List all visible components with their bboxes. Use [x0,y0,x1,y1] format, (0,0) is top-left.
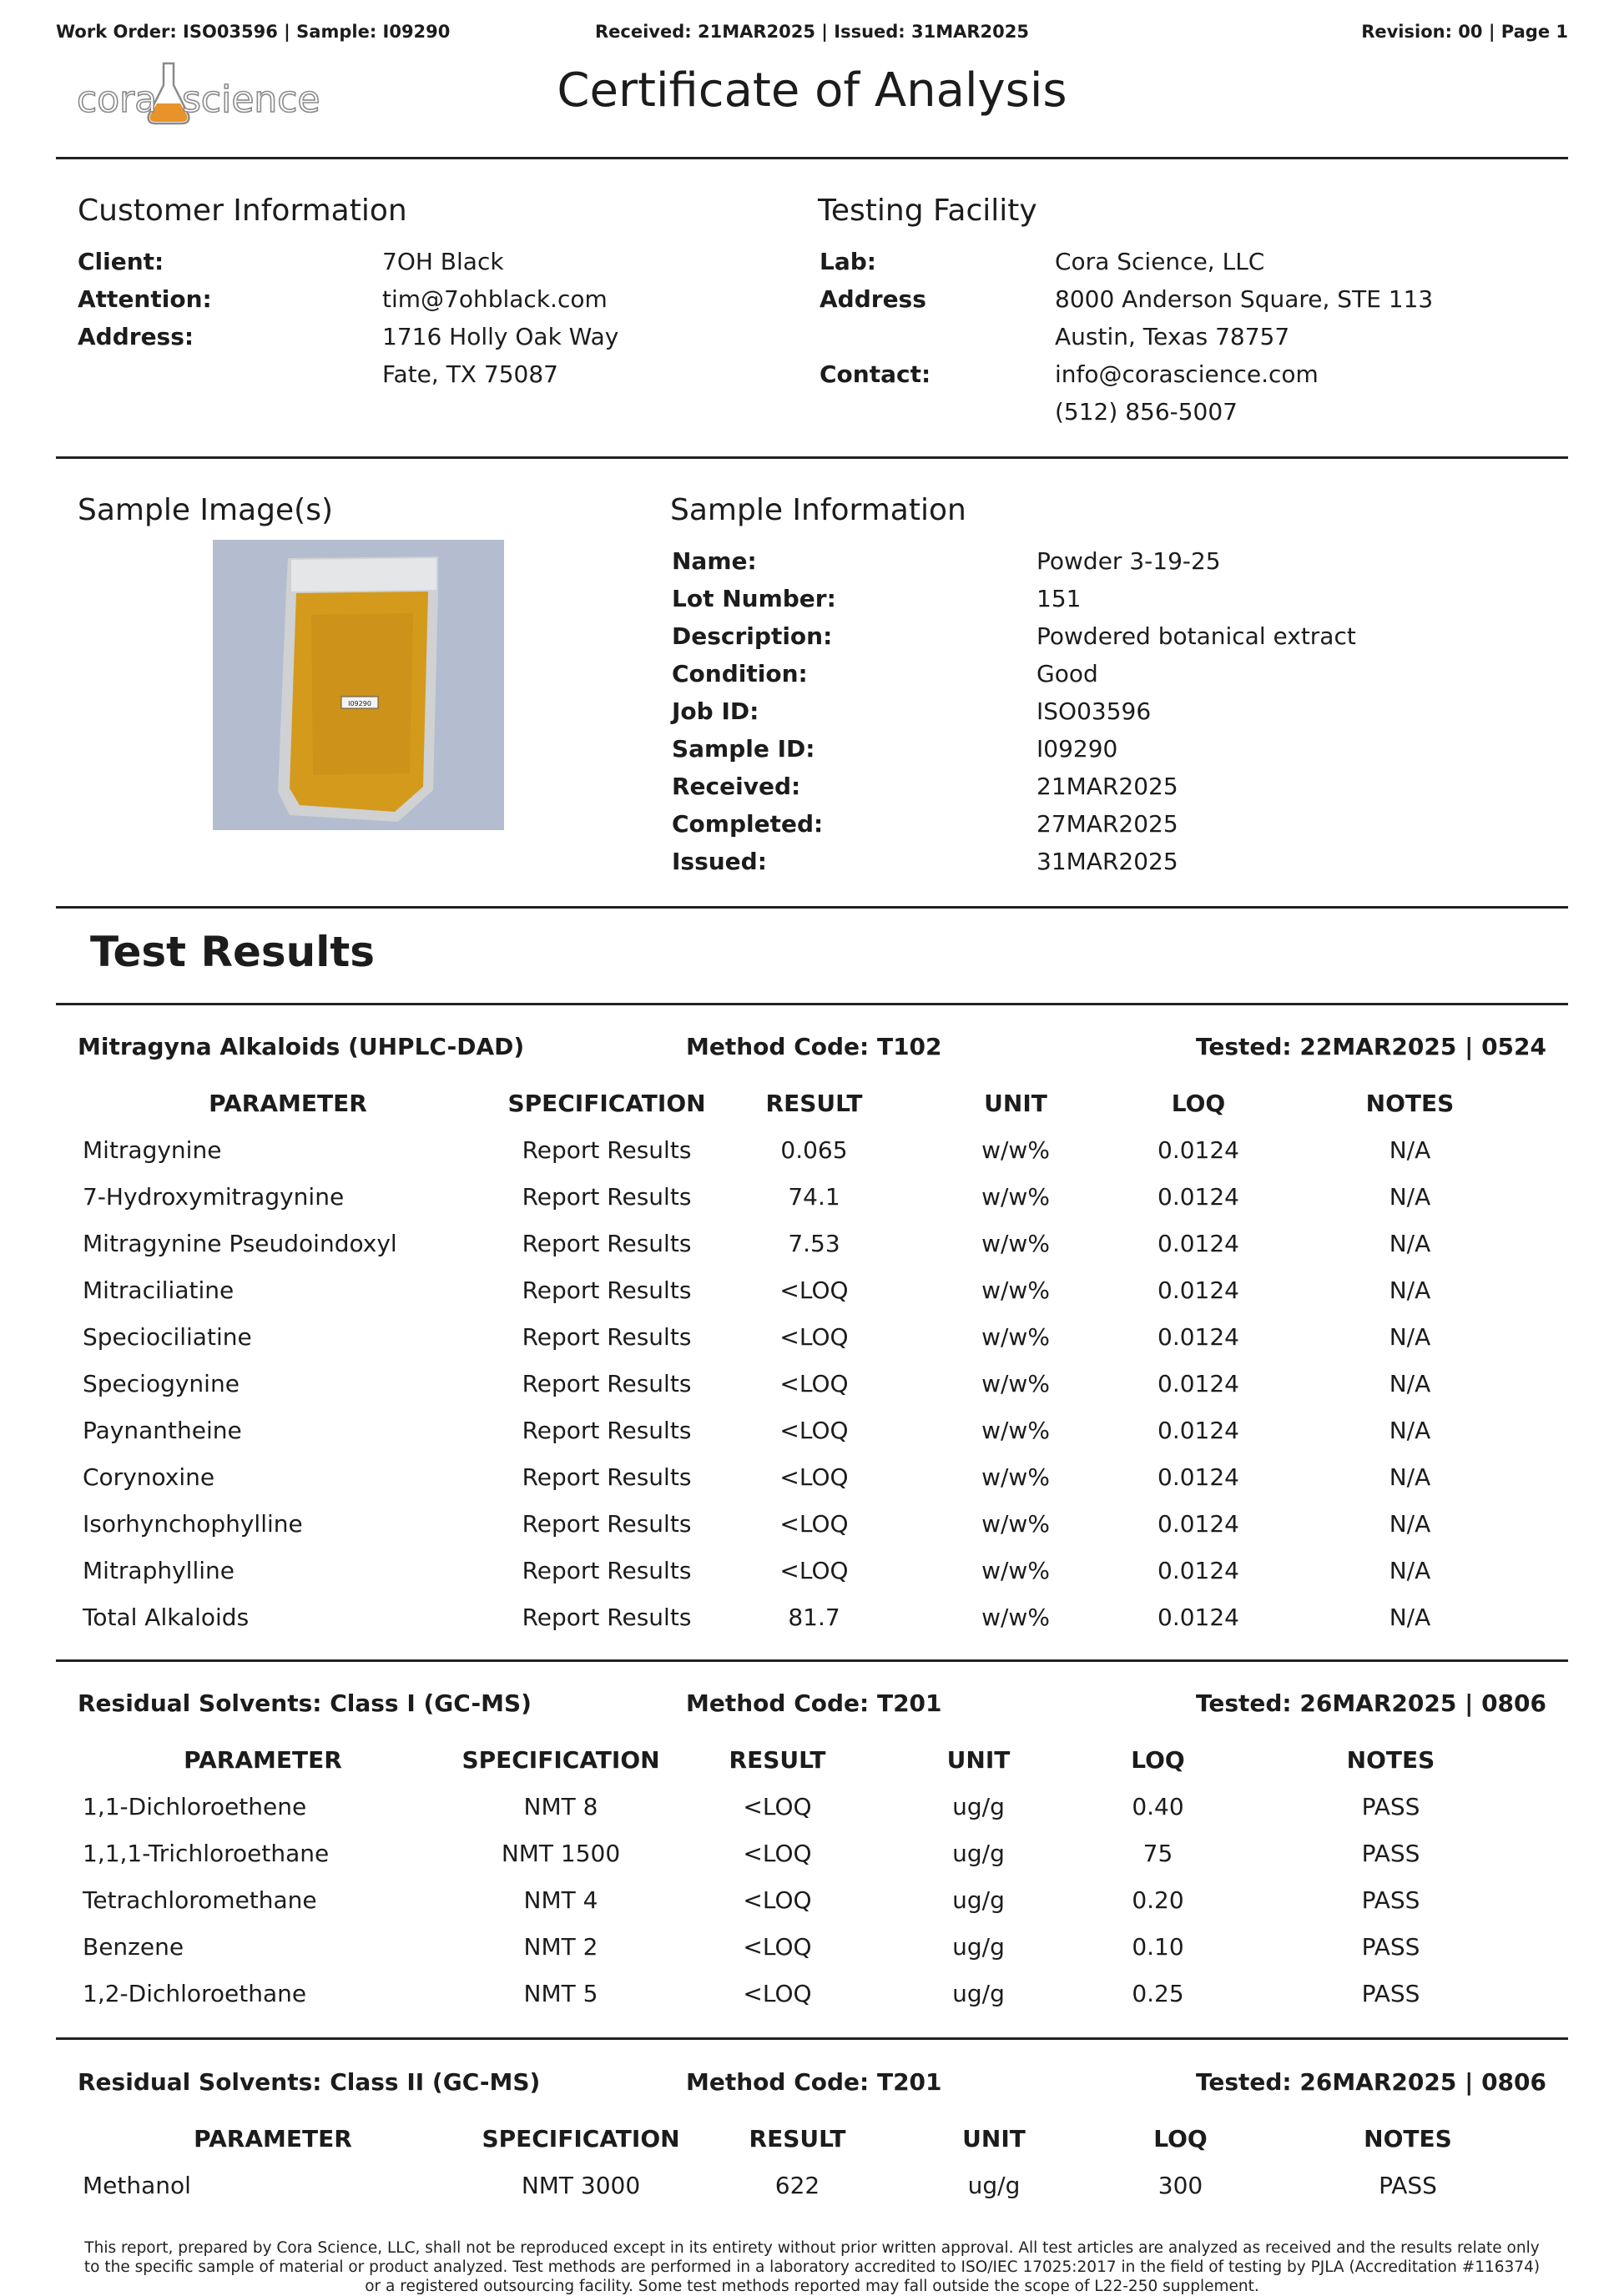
section-name: Residual Solvents: Class II (GC-MS) [78,2068,541,2096]
document-title: Certificate of Analysis [557,63,1067,118]
parameter-cell: Speciogynine [83,1369,240,1397]
facility-address-label: Address [820,285,926,313]
sample-images-heading: Sample Image(s) [78,493,334,527]
specification-cell: Report Results [522,1276,692,1304]
address-label: Address: [78,323,194,350]
notes-cell: PASS [1361,1886,1420,1914]
issued-value: 31MAR2025 [1036,848,1178,875]
result-cell: <LOQ [743,1932,812,1961]
table-row [78,1173,1546,1220]
specification-cell: Report Results [522,1463,692,1491]
sample-name-value: Powder 3-19-25 [1036,547,1221,575]
table-row [78,1923,1546,1970]
table-row [78,1220,1546,1266]
received-value: 21MAR2025 [1036,773,1178,800]
description-label: Description: [672,622,833,650]
specification-cell: NMT 8 [523,1792,598,1820]
method-code: Method Code: T102 [686,1033,942,1060]
loq-cell: 0.20 [1132,1886,1184,1914]
table-header-row [78,2115,1546,2162]
unit-cell: w/w% [981,1509,1050,1538]
result-cell: <LOQ [779,1463,849,1491]
section-header [78,2068,1546,2102]
specification-cell: Report Results [522,1509,692,1538]
lot-number-label: Lot Number: [672,585,836,612]
col-notes: NOTES [1346,1745,1435,1774]
specification-cell: NMT 1500 [501,1839,621,1867]
loq-cell: 0.0124 [1157,1322,1239,1351]
parameter-cell: Mitragynine Pseudoindoxyl [83,1229,397,1257]
table-row [78,1970,1546,2017]
col-specification: SPECIFICATION [461,1745,660,1774]
table-row [78,2162,1546,2208]
results-table-solvents-class-1 [78,1736,1546,2017]
unit-cell: ug/g [952,1979,1005,2007]
col-result: RESULT [729,1745,826,1774]
notes-cell: N/A [1389,1182,1431,1211]
lab-value: Cora Science, LLC [1055,248,1265,275]
col-loq: LOQ [1171,1089,1226,1117]
revision-page: Revision: 00 | Page 1 [1361,22,1568,42]
parameter-cell: Total Alkaloids [83,1603,250,1631]
description-value: Powdered botanical extract [1036,622,1356,650]
specification-cell: Report Results [522,1229,692,1257]
facility-address-line2: Austin, Texas 78757 [1055,323,1290,350]
table-row [78,1830,1546,1876]
sample-photo [213,540,504,830]
unit-cell: w/w% [981,1463,1050,1491]
disclaimer-line: to the specific sample of material or product analyzed. Test methods are performed in a laboratory accredited to ISO/IEC 17025:2017 in the field of testing by PJLA (Accreditation #116374) [83,2258,1541,2276]
lot-number-value: 151 [1036,585,1082,612]
col-specification: SPECIFICATION [482,2124,680,2152]
notes-cell: N/A [1389,1135,1431,1164]
table-row [78,1360,1546,1407]
sample-name-label: Name: [672,547,757,575]
col-notes: NOTES [1364,2124,1452,2152]
work-order: Work Order: ISO03596 | Sample: I09290 [56,22,451,42]
notes-cell: N/A [1389,1463,1431,1491]
notes-cell: PASS [1361,1792,1420,1820]
unit-cell: w/w% [981,1556,1050,1584]
loq-cell: 75 [1142,1839,1173,1867]
sample-id-value: I09290 [1036,735,1118,763]
divider [56,906,1568,909]
specification-cell: NMT 3000 [521,2171,641,2199]
unit-cell: w/w% [981,1182,1050,1211]
parameter-cell: 7-Hydroxymitragynine [83,1182,345,1211]
sample-info-heading: Sample Information [670,493,966,527]
parameter-cell: 1,2-Dichloroethane [83,1979,307,2007]
client-label: Client: [78,248,164,275]
tested-date: Tested: 26MAR2025 | 0806 [1195,2068,1546,2096]
notes-cell: N/A [1389,1322,1431,1351]
col-parameter: PARAMETER [184,1745,342,1774]
loq-cell: 300 [1157,2171,1203,2199]
test-results-heading: Test Results [90,928,376,976]
table-row [78,1876,1546,1923]
client-value: 7OH Black [382,248,504,275]
table-row [78,1126,1546,1173]
result-cell: <LOQ [779,1509,849,1538]
facility-address-line1: 8000 Anderson Square, STE 113 [1055,285,1434,313]
specification-cell: NMT 4 [523,1886,598,1914]
result-cell: <LOQ [779,1276,849,1304]
parameter-cell: Mitragynine [83,1135,222,1164]
specification-cell: NMT 2 [523,1932,598,1961]
notes-cell: PASS [1361,1932,1420,1961]
table-row [78,1453,1546,1500]
disclaimer-footer [50,2238,1574,2296]
parameter-cell: 1,1,1-Trichloroethane [83,1839,330,1867]
testing-facility [820,243,1554,430]
result-cell: <LOQ [743,1979,812,2007]
table-row [78,1266,1546,1313]
loq-cell: 0.0124 [1157,1603,1239,1631]
unit-cell: w/w% [981,1229,1050,1257]
table-header-row [78,1080,1546,1126]
customer-info-heading: Customer Information [78,194,407,228]
col-result: RESULT [749,2124,846,2152]
col-parameter: PARAMETER [194,2124,352,2152]
completed-label: Completed: [672,810,824,838]
specification-cell: Report Results [522,1556,692,1584]
notes-cell: N/A [1389,1603,1431,1631]
attention-label: Attention: [78,285,212,313]
job-id-value: ISO03596 [1036,697,1152,725]
specification-cell: Report Results [522,1135,692,1164]
job-id-label: Job ID: [672,697,759,725]
parameter-cell: Tetrachloromethane [83,1886,317,1914]
specification-cell: Report Results [522,1416,692,1444]
unit-cell: ug/g [952,1886,1005,1914]
tested-date: Tested: 22MAR2025 | 0524 [1195,1033,1546,1060]
parameter-cell: Corynoxine [83,1463,215,1491]
loq-cell: 0.0124 [1157,1556,1239,1584]
tested-date: Tested: 26MAR2025 | 0806 [1195,1689,1546,1717]
result-cell: <LOQ [779,1322,849,1351]
testing-facility-heading: Testing Facility [818,194,1037,228]
section-name: Residual Solvents: Class I (GC-MS) [78,1689,532,1717]
notes-cell: N/A [1389,1416,1431,1444]
col-unit: UNIT [962,2124,1026,2152]
method-code: Method Code: T201 [686,2068,942,2096]
unit-cell: w/w% [981,1603,1050,1631]
table-row [78,1313,1546,1360]
disclaimer-line: or a registered outsourcing facility. Some test methods reported may fall outside the scope of L22-250 supplement. [365,2278,1259,2295]
specification-cell: Report Results [522,1322,692,1351]
header-bar [56,22,1568,45]
issued-label: Issued: [672,848,767,875]
col-loq: LOQ [1131,1745,1185,1774]
svg-text:cora: cora [77,78,158,121]
specification-cell: Report Results [522,1182,692,1211]
unit-cell: w/w% [981,1276,1050,1304]
notes-cell: PASS [1361,1839,1420,1867]
col-unit: UNIT [984,1089,1047,1117]
loq-cell: 0.10 [1132,1932,1184,1961]
result-cell: <LOQ [743,1839,812,1867]
condition-value: Good [1036,660,1098,687]
sample-info [672,542,1506,884]
section-header [78,1033,1546,1066]
col-specification: SPECIFICATION [507,1089,706,1117]
table-row [78,1407,1546,1453]
method-code: Method Code: T201 [686,1689,942,1717]
result-cell: 622 [774,2171,820,2199]
unit-cell: ug/g [952,1839,1005,1867]
specification-cell: NMT 5 [523,1979,598,2007]
unit-cell: ug/g [967,2171,1021,2199]
parameter-cell: Speciociliatine [83,1322,252,1351]
col-loq: LOQ [1153,2124,1208,2152]
completed-value: 27MAR2025 [1036,810,1178,838]
notes-cell: N/A [1389,1556,1431,1584]
result-cell: 81.7 [788,1603,840,1631]
unit-cell: w/w% [981,1322,1050,1351]
loq-cell: 0.0124 [1157,1463,1239,1491]
notes-cell: N/A [1389,1369,1431,1397]
results-table-alkaloids [78,1080,1546,1640]
disclaimer-line: This report, prepared by Cora Science, LLC, shall not be reproduced except in its entirety without prior written approval. All test articles are analyzed as received and the results relate only [84,2239,1540,2257]
loq-cell: 0.0124 [1157,1229,1239,1257]
contact-phone: (512) 856-5007 [1055,398,1238,425]
notes-cell: PASS [1361,1979,1420,2007]
parameter-cell: Methanol [83,2171,191,2199]
attention-value: tim@7ohblack.com [382,285,608,313]
specification-cell: Report Results [522,1369,692,1397]
loq-cell: 0.0124 [1157,1276,1239,1304]
parameter-cell: Mitraphylline [83,1556,235,1584]
notes-cell: N/A [1389,1229,1431,1257]
received-issued: Received: 21MAR2025 | Issued: 31MAR2025 [595,22,1029,42]
loq-cell: 0.0124 [1157,1182,1239,1211]
sample-bag-icon [213,540,504,830]
unit-cell: w/w% [981,1416,1050,1444]
table-row [78,1547,1546,1594]
parameter-cell: Benzene [83,1932,184,1961]
table-row [78,1783,1546,1830]
condition-label: Condition: [672,660,808,687]
loq-cell: 0.0124 [1157,1416,1239,1444]
result-cell: <LOQ [779,1369,849,1397]
table-row [78,1500,1546,1547]
divider [56,1003,1568,1005]
svg-text:science: science [182,78,320,121]
notes-cell: PASS [1379,2171,1437,2199]
parameter-cell: Isorhynchophylline [83,1509,303,1538]
result-cell: 7.53 [788,1229,840,1257]
address-line2: Fate, TX 75087 [382,360,558,388]
customer-info [78,243,745,393]
loq-cell: 0.0124 [1157,1369,1239,1397]
unit-cell: w/w% [981,1135,1050,1164]
svg-text:I09290: I09290 [348,700,371,707]
table-row [78,1594,1546,1640]
address-line1: 1716 Holly Oak Way [382,323,619,350]
received-label: Received: [672,773,801,800]
result-cell: <LOQ [743,1886,812,1914]
divider [56,2037,1568,2040]
section-name: Mitragyna Alkaloids (UHPLC-DAD) [78,1033,525,1060]
result-cell: <LOQ [743,1792,812,1820]
loq-cell: 0.40 [1132,1792,1184,1820]
lab-label: Lab: [820,248,876,275]
loq-cell: 0.25 [1132,1979,1184,2007]
contact-label: Contact: [820,360,931,388]
divider [56,1659,1568,1662]
unit-cell: w/w% [981,1369,1050,1397]
specification-cell: Report Results [522,1603,692,1631]
unit-cell: ug/g [952,1792,1005,1820]
notes-cell: N/A [1389,1509,1431,1538]
contact-email: info@corascience.com [1055,360,1319,388]
table-header-row [78,1736,1546,1783]
result-cell: <LOQ [779,1556,849,1584]
col-unit: UNIT [946,1745,1011,1774]
result-cell: 74.1 [788,1182,840,1211]
divider [56,157,1568,159]
notes-cell: N/A [1389,1276,1431,1304]
divider [56,456,1568,459]
parameter-cell: 1,1-Dichloroethene [83,1792,307,1820]
results-table-solvents-class-2 [78,2115,1546,2208]
section-header [78,1689,1546,1723]
parameter-cell: Mitraciliatine [83,1276,235,1304]
col-notes: NOTES [1365,1089,1455,1117]
loq-cell: 0.0124 [1157,1509,1239,1538]
unit-cell: ug/g [952,1932,1005,1961]
sample-id-label: Sample ID: [672,735,815,763]
col-result: RESULT [765,1089,863,1117]
loq-cell: 0.0124 [1157,1135,1239,1164]
parameter-cell: Paynantheine [83,1416,242,1444]
col-parameter: PARAMETER [209,1089,367,1117]
result-cell: 0.065 [780,1135,848,1164]
result-cell: <LOQ [779,1416,849,1444]
